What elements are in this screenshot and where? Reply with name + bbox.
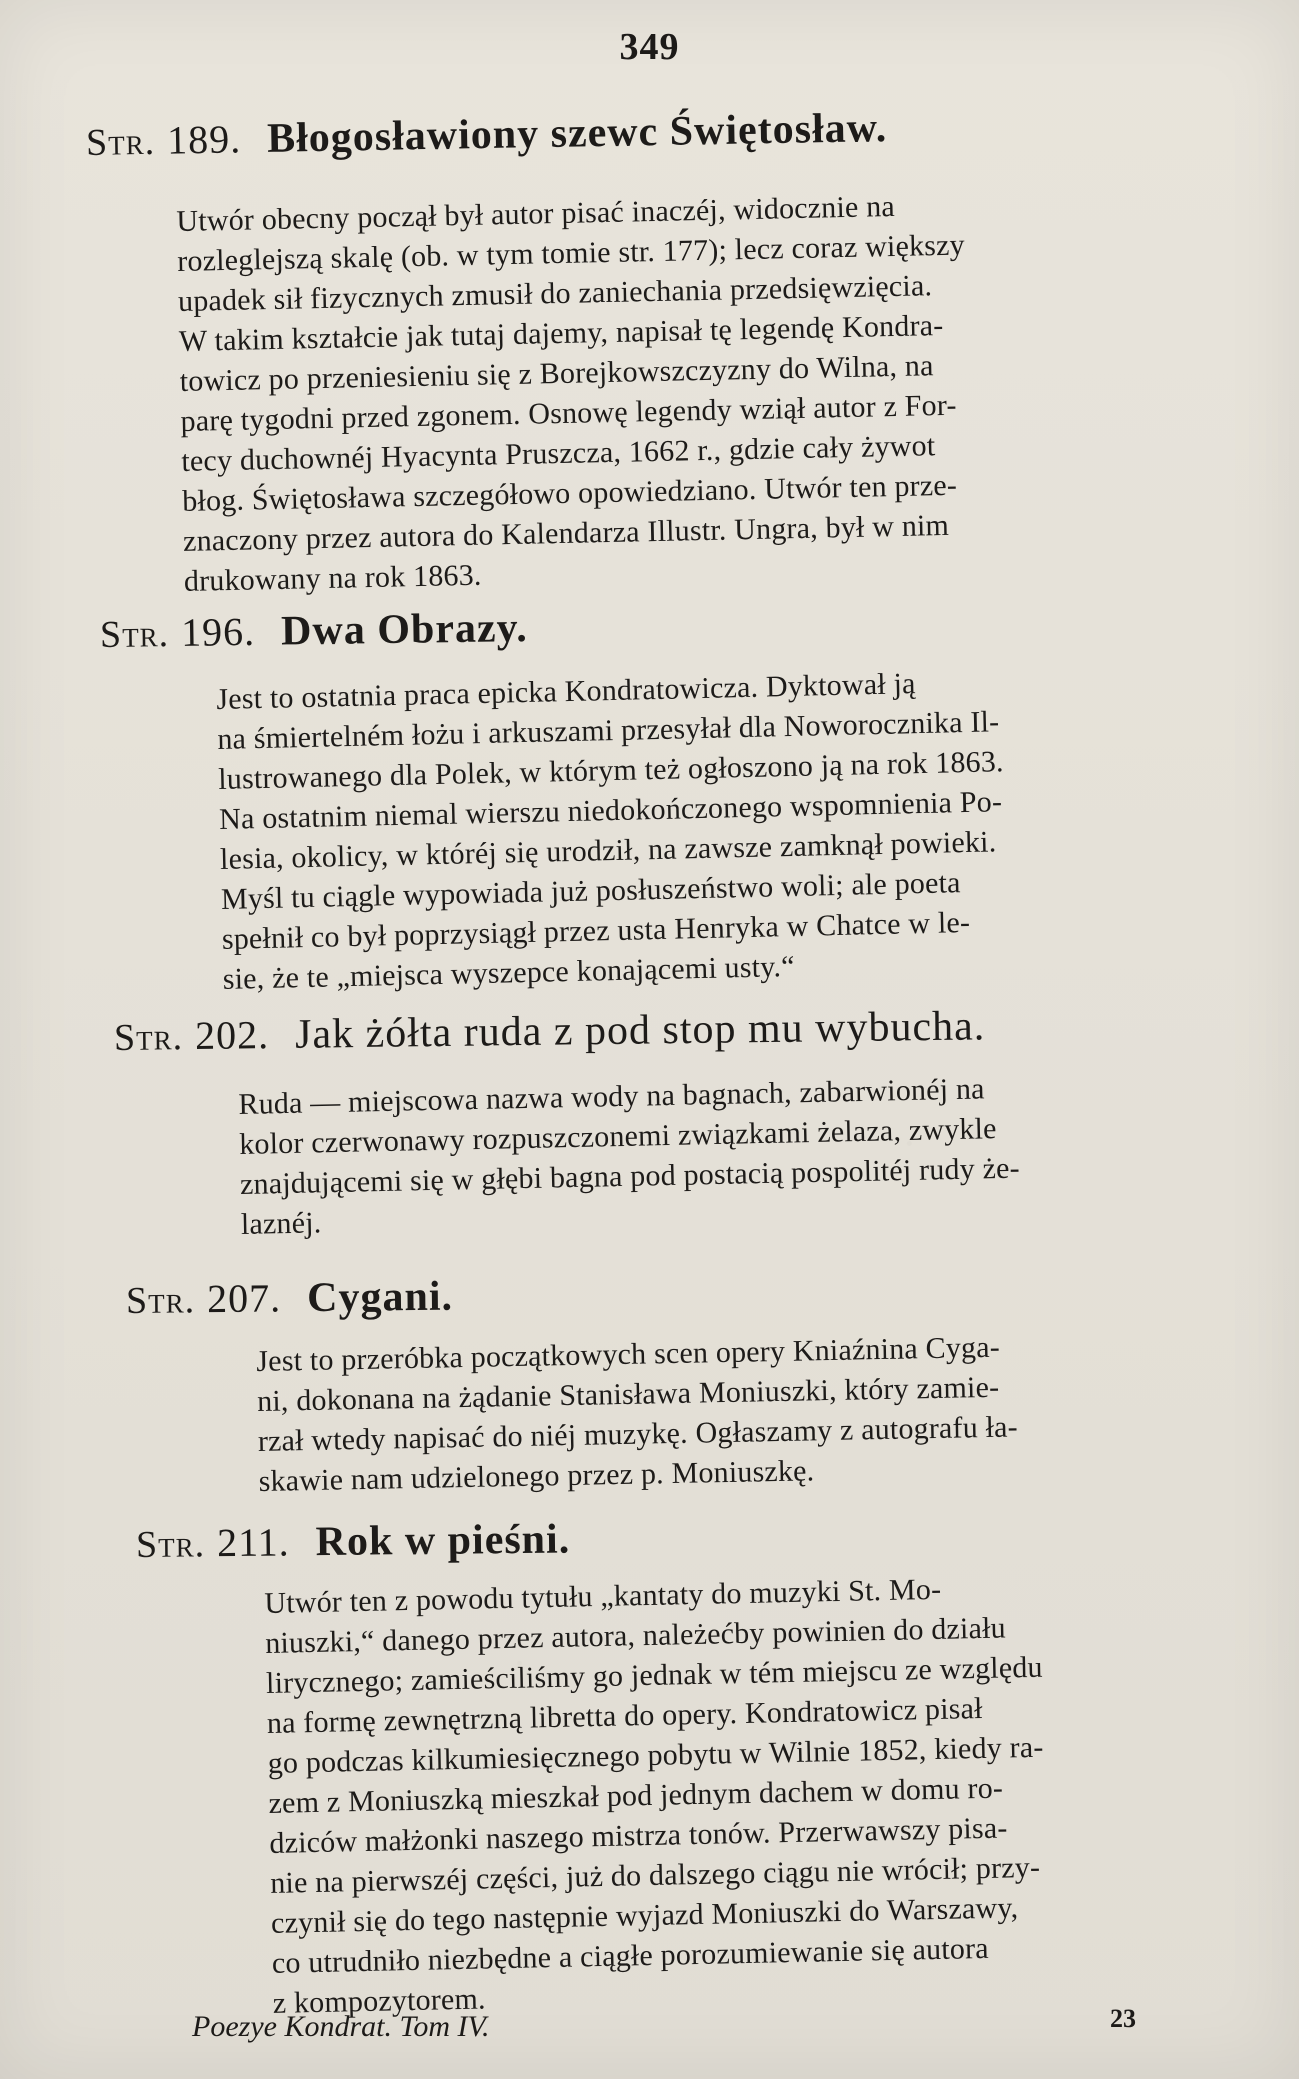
- section-title: Błogosławiony szewc Świętosław.: [266, 105, 888, 162]
- section-str-label: Str.: [113, 1016, 184, 1059]
- text-line: rzał wtedy napisać do niéj muzykę. Ogłaszamy z autografu ła-: [257, 1410, 1019, 1458]
- text-line: znaczony przez autora do Kalendarza Illustr. Ungra, był w nim: [182, 508, 950, 558]
- text-line: czynił się do tego następnie wyjazd Moniuszki do Warszawy,: [270, 1891, 1019, 1940]
- footer-title: Poezye Kondrat. Tom IV.: [192, 2010, 490, 2043]
- text-line: upadek sił fizycznych zmusił do zaniechania przedsięwzięcia.: [177, 269, 933, 318]
- section-title: Jak żółta ruda z pod stop mu wybucha.: [294, 1003, 986, 1058]
- text-line: go podczas kilkumiesięcznego pobytu w Wilnie 1852, kiedy ra-: [267, 1730, 1044, 1780]
- text-line: lirycznego; zamieściliśmy go jednak w tém miejscu ze względu: [265, 1650, 1044, 1700]
- page-number: 349: [619, 26, 680, 68]
- text-line: W takim kształcie jak tutaj dajemy, napisał tę legendę Kondra-: [178, 308, 944, 358]
- section-heading-196: [100, 604, 528, 658]
- text-line: znajdującemi się w głębi bagna pod postacią pospolitéj rudy że-: [239, 1151, 1021, 1201]
- text-line: drukowany na rok 1863.: [183, 558, 482, 598]
- section-page-number: 211.: [216, 1519, 290, 1566]
- section-title: Cygani.: [306, 1273, 454, 1322]
- text-line: spełnił co był poprzysiągł przez usta Henryka w Chatce w le-: [221, 905, 971, 956]
- text-line: Utwór ten z powodu tytułu „kantaty do muzyki St. Mo-: [264, 1572, 942, 1620]
- signature-mark: 23: [1110, 2004, 1136, 2033]
- section-title: Dwa Obrazy.: [280, 605, 529, 655]
- text-line: towicz po przeniesieniu się z Borejkowszczyzny do Wilna, na: [179, 349, 934, 398]
- section-page-number: 189.: [166, 116, 242, 163]
- section-body-202: [238, 1064, 1241, 1245]
- text-line: tecy duchownéj Hyacynta Pruszcza, 1662 r., gdzie cały żywot: [181, 429, 936, 478]
- text-line: na formę zewnętrzną libretta do opery. Kondratowicz pisał: [266, 1691, 983, 1740]
- section-heading-189: [86, 104, 888, 166]
- text-line: rozleglejszą skalę (ob. w tym tomie str. 177); lecz coraz większy: [176, 228, 966, 278]
- text-line: ni, dokonana na żądanie Stanisława Moniuszki, który zamie-: [256, 1370, 1000, 1418]
- text-line: kolor czerwonawy rozpuszczonemi związkami żelaza, zwykle: [238, 1112, 997, 1161]
- text-line: parę tygodni przed zgonem. Osnowę legendy wziął autor z For-: [180, 388, 957, 438]
- section-heading-207: [126, 1273, 453, 1324]
- section-page-number: 202.: [194, 1012, 270, 1059]
- section-body-189: [176, 180, 1224, 602]
- section-heading-202: [114, 1002, 986, 1061]
- text-line: z kompozytorem.: [272, 1982, 487, 2020]
- text-line: zem z Moniuszką mieszkał pod jednym dachem w domu ro-: [268, 1771, 1004, 1820]
- text-line: Myśl tu ciągle wypowiada już posłuszeństwo woli; ale poeta: [220, 866, 961, 916]
- section-heading-211: [136, 1515, 571, 1568]
- text-line: Na ostatnim niemal wierszu niedokończonego wspomnienia Po-: [218, 785, 1003, 836]
- text-line: Jest to przeróbka początkowych scen opery Kniaźnina Cyga-: [256, 1330, 1001, 1378]
- text-line: dziców małżonki naszego mistrza tonów. Przerwawszy pisa-: [269, 1811, 1008, 1860]
- section-str-label: Str.: [135, 1523, 206, 1566]
- text-line: Ruda — miejscowa nazwa wody na bagnach, zabarwionéj na: [238, 1072, 985, 1121]
- section-body-211: [264, 1563, 1253, 2023]
- text-line: lustrowanego dla Polek, w którym też ogłoszono ją na rok 1863.: [217, 745, 1005, 796]
- text-line: nie na pierwszéj części, już do dalszego ciągu nie wrócił; przy-: [269, 1850, 1041, 1900]
- section-body-196: [216, 657, 1223, 1000]
- text-line: skawie nam udzielonego przez p. Moniuszkę.: [258, 1454, 815, 1498]
- section-page-number: 196.: [180, 608, 256, 655]
- section-str-label: Str.: [85, 120, 156, 164]
- text-line: niuszki,“ danego przez autora, należećby powinien do działu: [264, 1611, 1007, 1660]
- text-line: Utwór obecny począł był autor pisać inaczéj, widocznie na: [176, 189, 896, 238]
- section-page-number: 207.: [206, 1275, 282, 1322]
- section-str-label: Str.: [99, 613, 170, 656]
- text-line: laznéj.: [240, 1206, 322, 1241]
- section-body-207: [256, 1323, 1239, 1502]
- text-line: na śmiertelném łożu i arkuszami przesyłał dla Noworocznika Il-: [216, 705, 1000, 756]
- text-line: Jest to ostatnia praca epicka Kondratowicza. Dyktował ją: [216, 667, 916, 716]
- text-line: lesia, okolicy, w któréj się urodził, na zawsze zamknął powieki.: [219, 825, 997, 876]
- text-line: co utrudniło niezbędne a ciągłe porozumiewanie się autora: [271, 1931, 990, 1980]
- section-title: Rok w pieśni.: [315, 1516, 571, 1566]
- section-str-label: Str.: [125, 1279, 196, 1322]
- text-line: sie, że te „miejsca wyszepce konającemi usty.“: [222, 949, 796, 996]
- text-line: błog. Świętosława szczegółowo opowiedziano. Utwór ten prze-: [181, 468, 958, 518]
